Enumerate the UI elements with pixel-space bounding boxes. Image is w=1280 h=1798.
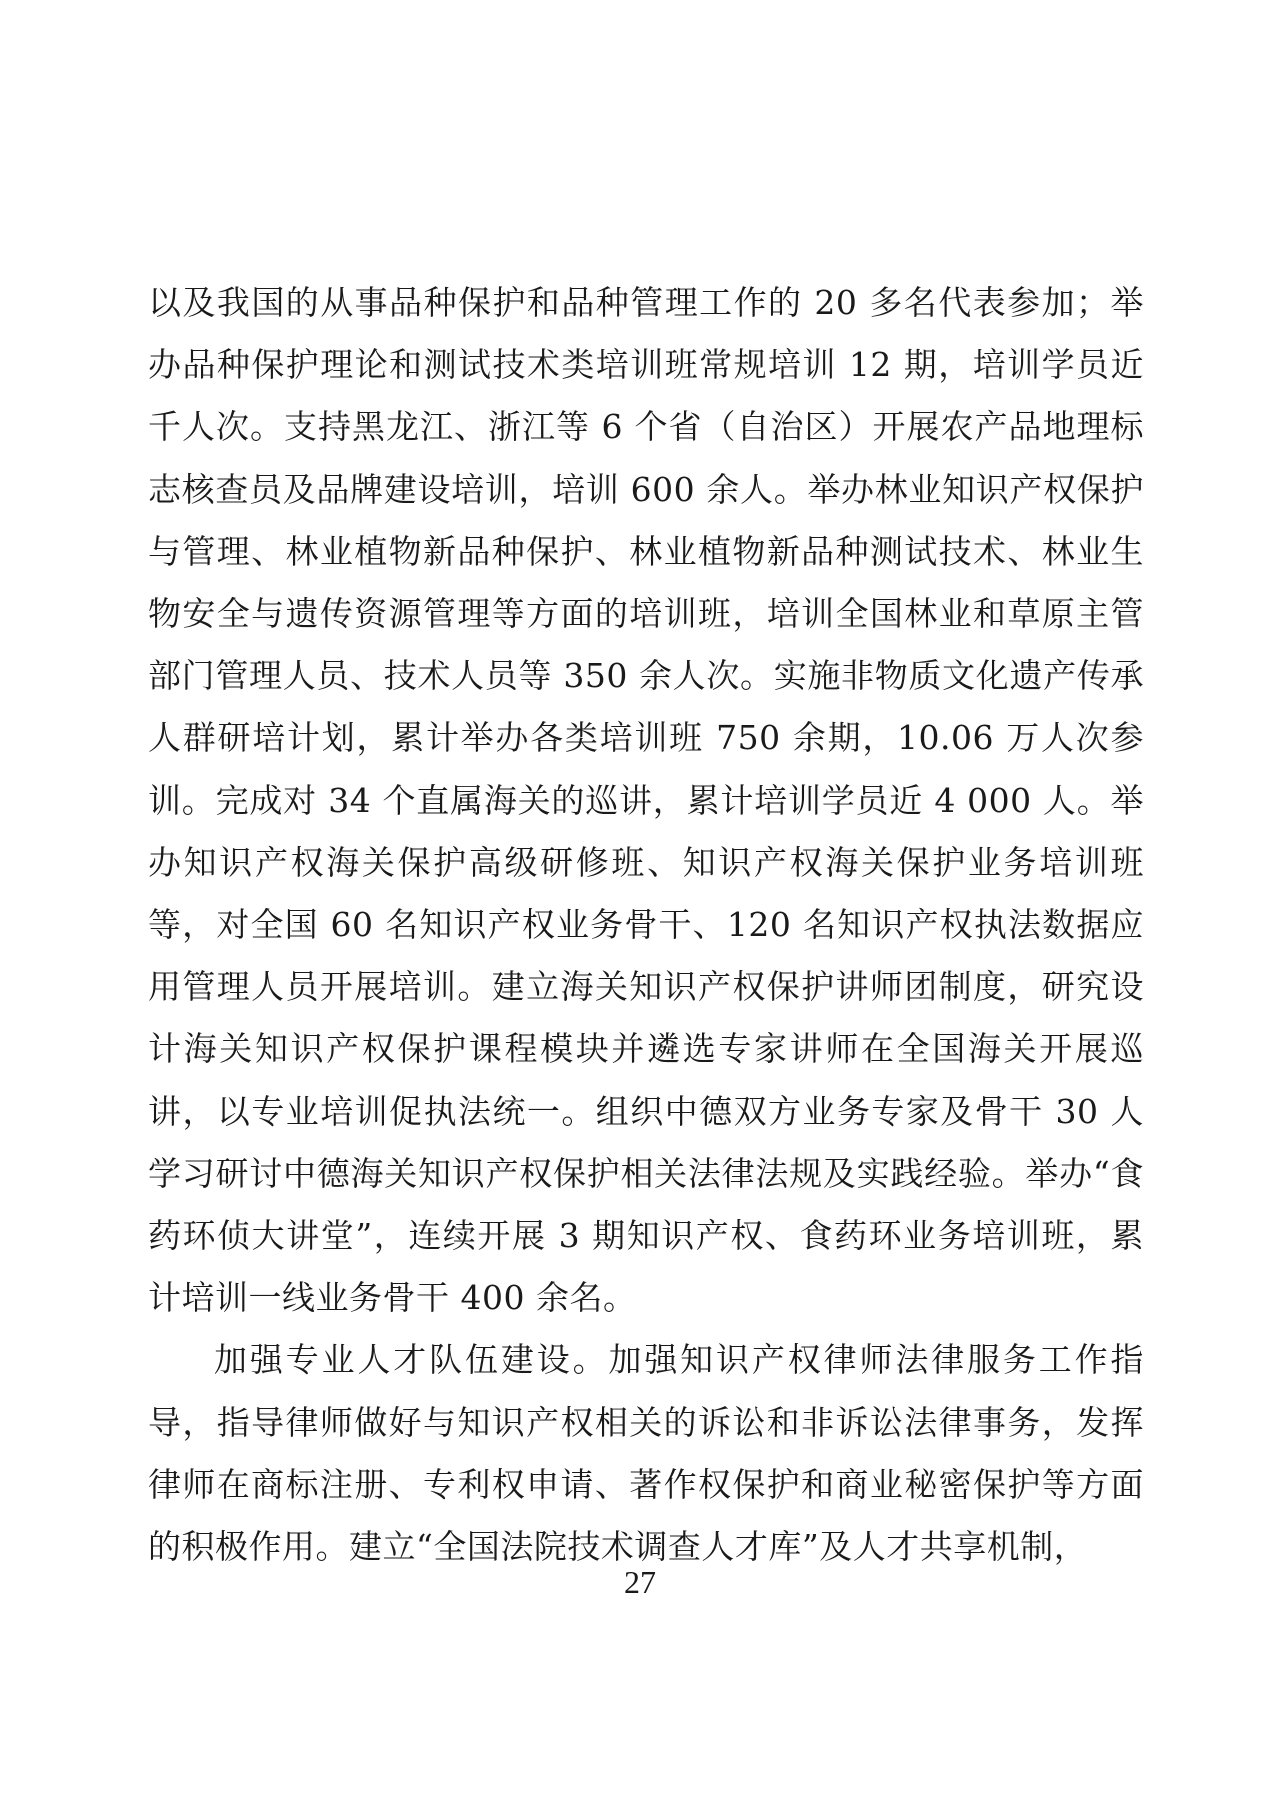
paragraph-training-programs: 以及我国的从事品种保护和品种管理工作的 20 多名代表参加；举办品种保护理论和测试技术类培训班常规培训 12 期，培训学员近千人次。支持黑龙江、浙江等 6 个省（自治区）开展农产品地理标志核查员及品牌建设培训，培训 600 余人。举办林业知识产权保护与管理、林业植物新品种保护、林业植物新品种测试技术、林业生物安全与遗传资源管理等方面的培训班，培训全国林业和草原主管部门管理人员、技术人员等 350 余人次。实施非物质文化遗产传承人群研培计划，累计举办各类培训班 750 余期，10.06 万人次参训。完成对 34 个直属海关的巡讲，累计培训学员近 4 000 人。举办知识产权海关保护高级研修班、知识产权海关保护业务培训班等，对全国 60 名知识产权业务骨干、120 名知识产权执法数据应用管理人员开展培训。建立海关知识产权保护讲师团制度，研究设计海关知识产权保护课程模块并遴选专家讲师在全国海关开展巡讲，以专业培训促执法统一。组织中德双方业务专家及骨干 30 人学习研讨中德海关知识产权保护相关法律法规及实践经验。举办“食药环侦大讲堂”，连续开展 3 期知识产权、食药环业务培训班，累计培训一线业务骨干 400 余名。 xyxy=(148,283,1144,1318)
body-text xyxy=(148,272,1144,1578)
page-number: 27 xyxy=(624,1564,656,1600)
paragraph-talent-team-building: 加强专业人才队伍建设。加强知识产权律师法律服务工作指导，指导律师做好与知识产权相关的诉讼和非诉讼法律事务，发挥律师在商标注册、专利权申请、著作权保护和商业秘密保护等方面的积极作用。建立“全国法院技术调查人才库”及人才共享机制， xyxy=(148,1340,1144,1567)
